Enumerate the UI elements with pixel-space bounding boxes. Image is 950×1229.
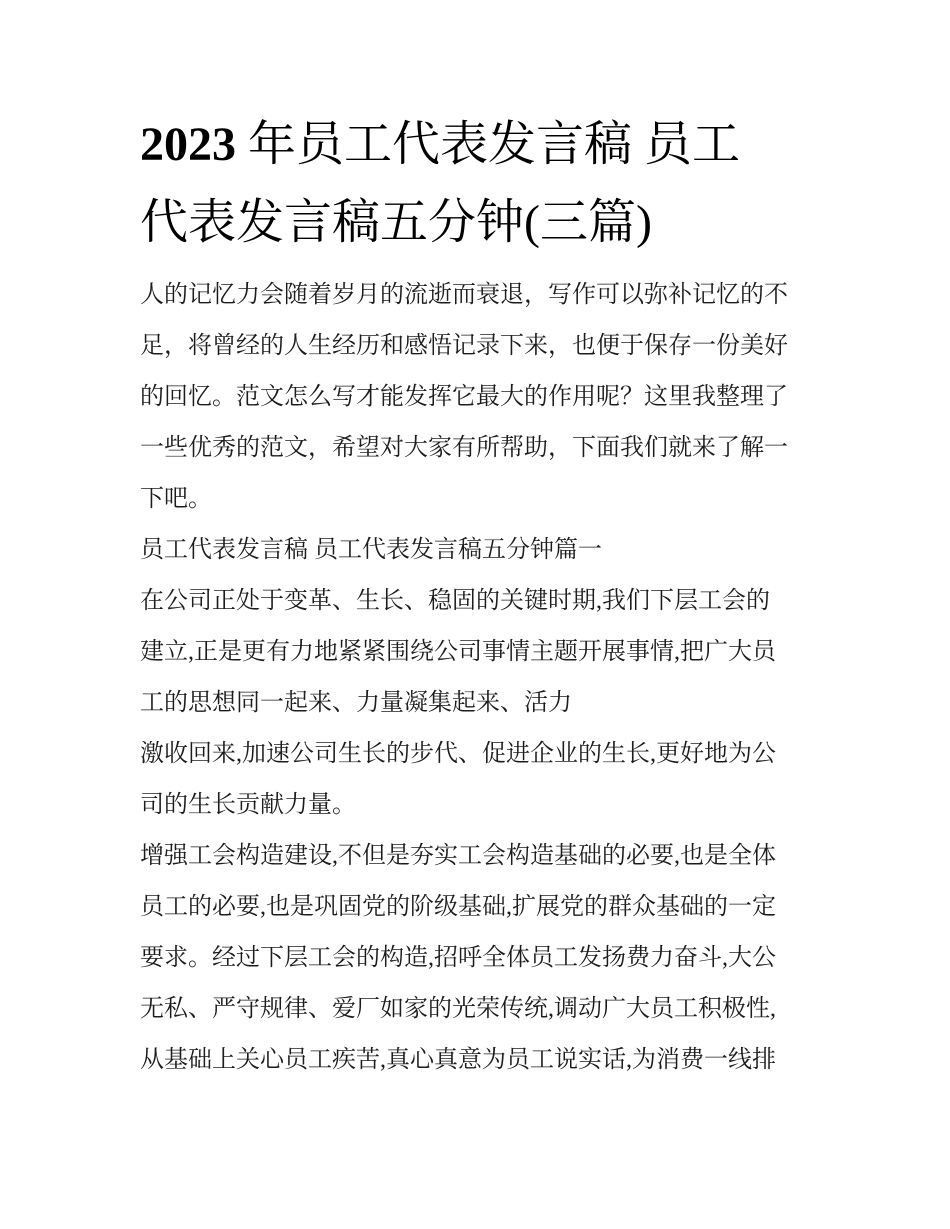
intro-line: 一些优秀的范文，希望对大家有所帮助，下面我们就来了解一: [140, 435, 788, 461]
document-body: [140, 270, 816, 1086]
paragraph-three-line: 无私、严守规律、爱厂如家的光荣传统,调动广大员工积极性,: [140, 996, 776, 1022]
paragraph-one: [140, 576, 816, 729]
title-line-2-text: 代表发言稿五分钟(三篇): [140, 196, 652, 249]
paragraph-three: [140, 831, 816, 1086]
paragraph-three-line: 员工的必要,也是巩固党的阶级基础,扩展党的群众基础的一定: [140, 894, 776, 920]
paragraph-three-line: 增强工会构造建设,不但是夯实工会构造基础的必要,也是全体: [140, 843, 776, 869]
document-content: [140, 106, 816, 1086]
paragraph-two: [140, 729, 816, 831]
title-line-1: [140, 106, 816, 184]
paragraph-one-line: 建立,正是更有力地紧紧围绕公司事情主题开展事情,把广大员: [140, 639, 776, 665]
intro-line: 足，将曾经的人生经历和感悟记录下来，也便于保存一份美好: [140, 333, 788, 359]
title-line-2: [140, 184, 816, 262]
paragraph-two-line: 激收回来,加速公司生长的步代、促进企业的生长,更好地为公: [140, 741, 776, 767]
paragraph-one-line: 在公司正处于变革、生长、稳固的关键时期,我们下层工会的: [140, 588, 770, 614]
document-title: [140, 106, 816, 262]
intro-line: 下吧。: [140, 486, 212, 512]
section-one-heading: 员工代表发言稿 员工代表发言稿五分钟篇一: [140, 537, 602, 563]
paragraph-one-line: 工的思想同一起来、力量凝集起来、活力: [140, 690, 572, 716]
paragraph-three-line: 从基础上关心员工疾苦,真心真意为员工说实话,为消费一线排: [140, 1047, 776, 1073]
title-line-1-text: 年员工代表发言稿 员工: [248, 118, 741, 171]
intro-line: 人的记忆力会随着岁月的流逝而衰退，写作可以弥补记忆的不: [140, 282, 788, 308]
paragraph-three-line: 要求。经过下层工会的构造,招呼全体员工发扬费力奋斗,大公: [140, 945, 776, 971]
intro-paragraph: [140, 270, 816, 525]
paragraph-two-line: 司的生长贡献力量。: [140, 792, 356, 818]
title-year: 2023: [140, 118, 236, 171]
intro-line: 的回忆。范文怎么写才能发挥它最大的作用呢？这里我整理了: [140, 384, 788, 410]
